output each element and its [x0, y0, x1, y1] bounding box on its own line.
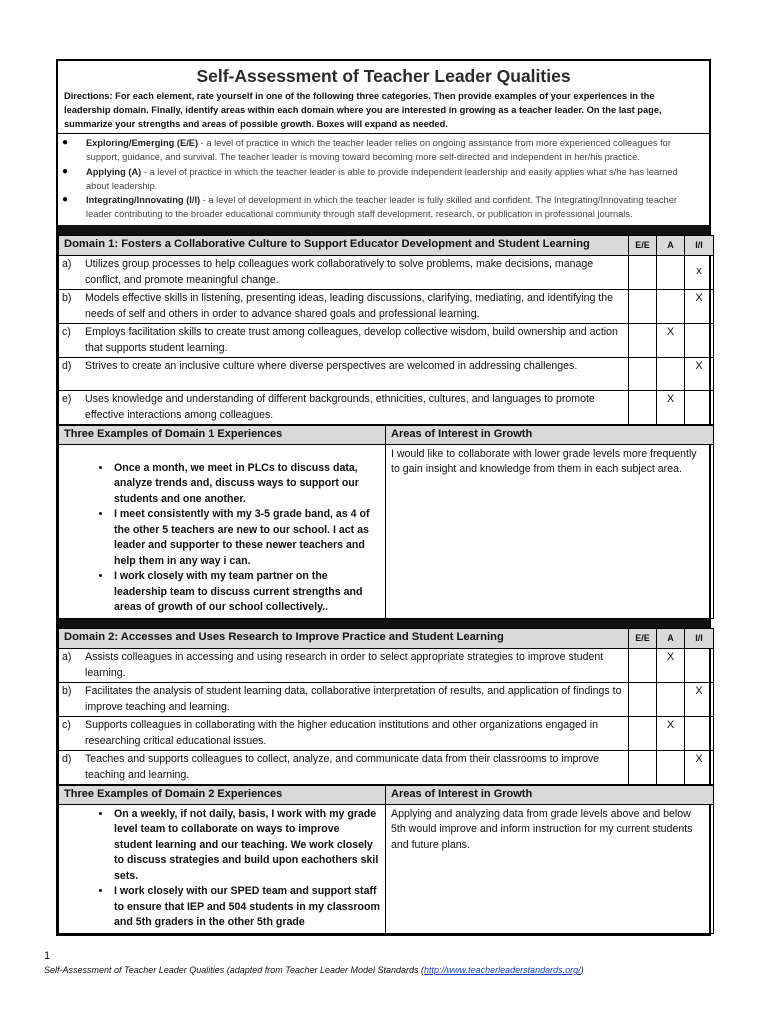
rating-ii-cell[interactable]: X	[685, 290, 714, 324]
item-text: Supports colleagues in collaborating with the higher education institutions and other organizations engaged in researching critical educational issues.	[85, 719, 598, 747]
bullet-icon: ●	[62, 194, 69, 206]
domain1-examples-row	[59, 444, 714, 618]
table-row	[59, 717, 714, 751]
definition-item	[62, 193, 703, 222]
table-row	[59, 649, 714, 683]
col-a: A	[657, 628, 685, 649]
domain1-header	[59, 235, 714, 256]
divider-bar	[58, 619, 709, 628]
table-row	[59, 324, 714, 358]
item-text: Models effective skills in listening, presenting ideas, leading discussions, clarifying, mediating, and identifying the needs of self and others in order to advance shared goals and professional learning.	[85, 292, 614, 320]
domain2-examples-table	[58, 785, 714, 934]
page-number: 1	[44, 950, 51, 962]
table-row	[59, 290, 714, 324]
rating-ii-cell[interactable]	[685, 717, 714, 751]
rating-ee-cell[interactable]	[629, 717, 657, 751]
domain1-table	[58, 235, 714, 426]
item-text: Uses knowledge and understanding of different backgrounds, ethnicities, cultures, and languages to promote effective interactions among colleagues.	[85, 393, 595, 421]
rating-ii-cell[interactable]	[685, 324, 714, 358]
item-key: a)	[62, 651, 72, 664]
domain2-examples-row	[59, 804, 714, 933]
definition-term: Exploring/Emerging (E/E)	[86, 138, 199, 148]
table-row	[59, 358, 714, 391]
growth-cell[interactable]: Applying and analyzing data from grade levels above and below 5th would improve and inform instruction for my current students and future plans.	[386, 804, 714, 933]
footer-text: Self-Assessment of Teacher Leader Qualities (adapted from Teacher Leader Model Standards (	[44, 965, 425, 975]
definitions-list	[58, 133, 709, 225]
rating-ii-cell[interactable]: X	[685, 358, 714, 391]
definition-item	[62, 136, 703, 165]
rating-ii-cell[interactable]	[685, 391, 714, 425]
rating-ee-cell[interactable]	[629, 256, 657, 290]
item-key: c)	[62, 719, 71, 732]
definition-term: Integrating/Innovating (I/I)	[86, 195, 201, 206]
rating-ii-cell[interactable]: X	[685, 683, 714, 717]
col-ee: E/E	[629, 628, 657, 649]
rating-ii-cell[interactable]: x	[685, 256, 714, 290]
domain2-header	[59, 628, 714, 649]
table-row	[59, 391, 714, 425]
domain1-title: Domain 1: Fosters a Collaborative Culture to Support Educator Development and Student Learning	[59, 235, 629, 256]
bullet-icon: ●	[62, 165, 69, 177]
table-row	[59, 683, 714, 717]
item-text: Facilitates the analysis of student learning data, collaborative interpretation of results, and application of findings to improve teaching and learning.	[85, 685, 622, 713]
footer-link[interactable]: http://www.teacherleaderstandards.org/	[424, 965, 581, 975]
divider-bar	[58, 225, 709, 235]
domain2-table	[58, 628, 714, 786]
rating-ii-cell[interactable]: X	[685, 751, 714, 785]
examples-header: Three Examples of Domain 2 Experiences	[59, 786, 386, 805]
examples-cell[interactable]	[59, 804, 386, 933]
domain2-subheader	[59, 786, 714, 805]
page-title: Self-Assessment of Teacher Leader Qualities	[196, 66, 571, 86]
rating-ee-cell[interactable]	[629, 649, 657, 683]
definition-text: - a level of practice in which the teacher leader is able to provide independent leadership and easily applies what s/he has learned about leadership.	[86, 166, 678, 191]
rating-ee-cell[interactable]	[629, 751, 657, 785]
item-key: c)	[62, 326, 71, 339]
rating-ee-cell[interactable]	[629, 391, 657, 425]
item-key: d)	[62, 753, 72, 766]
growth-cell[interactable]: I would like to collaborate with lower grade levels more frequently to gain insight and knowledge from them in each subject area.	[386, 444, 714, 618]
rating-a-cell[interactable]: X	[657, 649, 685, 683]
col-a: A	[657, 235, 685, 256]
list-item: • On a weekly, if not daily, basis, I work with my grade level team to collaborate on ways to improve student learning and our teaching. We work closely to discuss strategies and build upon eachothers skil sets.	[112, 807, 380, 885]
definition-term: Applying (A)	[86, 166, 142, 177]
footer-close: )	[580, 965, 584, 975]
list-item: • Once a month, we meet in PLCs to discuss data, analyze trends and, discuss ways to support our students and one another.	[112, 461, 380, 508]
col-ii: I/I	[685, 628, 714, 649]
rating-a-cell[interactable]: X	[657, 324, 685, 358]
rating-ee-cell[interactable]	[629, 324, 657, 358]
domain1-subheader	[59, 426, 714, 445]
item-key: d)	[62, 360, 72, 373]
growth-header: Areas of Interest in Growth	[386, 786, 714, 805]
list-item: • I work closely with my team partner on the leadership team to discuss current strengths and areas of growth of our school collectively..	[112, 569, 380, 616]
definition-text: - a level of development in which the teacher leader is fully skilled and confident. The Integrating/Innovating teacher leader contributing to the broader educational community through staff development, research, or publication in professional journals.	[86, 195, 677, 220]
domain2-title: Domain 2: Accesses and Uses Research to Improve Practice and Student Learning	[59, 628, 629, 649]
rating-a-cell[interactable]: X	[657, 391, 685, 425]
rating-ee-cell[interactable]	[629, 290, 657, 324]
rating-a-cell[interactable]	[657, 256, 685, 290]
item-key: b)	[62, 292, 72, 305]
item-key: e)	[62, 393, 72, 406]
assessment-form	[56, 59, 711, 936]
item-key: a)	[62, 258, 72, 271]
list-item: • I work closely with our SPED team and support staff to ensure that IEP and 504 students in my classroom and 5th graders in the other 5th grade	[112, 884, 380, 931]
rating-a-cell[interactable]	[657, 683, 685, 717]
footer-citation	[44, 965, 584, 975]
table-row	[59, 751, 714, 785]
rating-ee-cell[interactable]	[629, 358, 657, 391]
col-ee: E/E	[629, 235, 657, 256]
item-text: Teaches and supports colleagues to collect, analyze, and communicate data from their classrooms to improve teaching and learning.	[85, 753, 600, 781]
examples-cell[interactable]	[59, 444, 386, 618]
rating-a-cell[interactable]	[657, 751, 685, 785]
definition-item	[62, 165, 703, 194]
item-text: Utilizes group processes to help colleagues work collaboratively to solve problems, make decisions, manage conflict, and promote meaningful change.	[85, 258, 594, 286]
directions-text: Directions: For each element, rate yourself in one of the following three categories. Then provide examples of your experiences in the leadership domain. Finally, identify areas within each domain where you are interested in growing as a teacher leader. On the last page, summarize your strengths and areas of possible growth. Boxes will expand as needed.	[64, 91, 662, 129]
list-item: • I meet consistently with my 3-5 grade band, as 4 of the other 5 teachers are new to our school. I act as leader and supporter to these newer teachers and help them in any way i can.	[112, 507, 380, 569]
item-text: Assists colleagues in accessing and using research in order to select appropriate strategies to improve student learning.	[85, 651, 604, 679]
col-ii: I/I	[685, 235, 714, 256]
growth-header: Areas of Interest in Growth	[386, 426, 714, 445]
examples-header: Three Examples of Domain 1 Experiences	[59, 426, 386, 445]
rating-a-cell[interactable]	[657, 358, 685, 391]
rating-a-cell[interactable]: X	[657, 717, 685, 751]
header-box	[56, 59, 711, 936]
rating-ii-cell[interactable]	[685, 649, 714, 683]
rating-ee-cell[interactable]	[629, 683, 657, 717]
domain1-examples-table	[58, 425, 714, 619]
definition-text: - a level of practice in which the teacher leader relies on ongoing assistance from more experienced colleagues for support, guidance, and survival. The teacher leader is moving toward becoming more self-directed and independent in her/his practice.	[86, 138, 671, 163]
rating-a-cell[interactable]	[657, 290, 685, 324]
item-text: Employs facilitation skills to create trust among colleagues, develop collective wisdom, build ownership and action that supports student learning.	[85, 326, 618, 354]
table-row	[59, 256, 714, 290]
item-text: Strives to create an inclusive culture where diverse perspectives are welcomed in addressing challenges.	[85, 360, 578, 373]
item-key: b)	[62, 685, 72, 698]
bullet-icon: ●	[62, 137, 69, 148]
